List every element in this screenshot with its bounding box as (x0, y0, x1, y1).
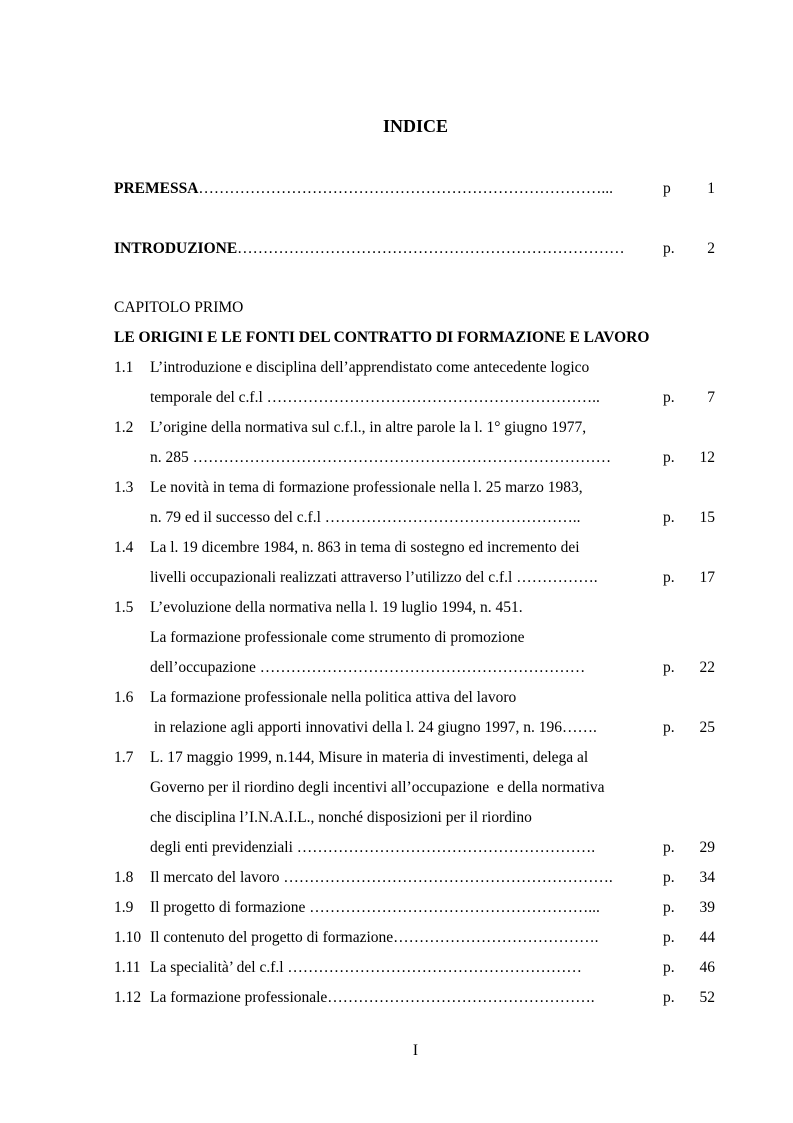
toc-entry-page: 39 (699, 899, 715, 916)
toc-entry-line: La l. 19 dicembre 1984, n. 863 in tema di sostegno ed incremento dei (150, 539, 580, 556)
toc-entry-line: Governo per il riordino degli incentivi all’occupazione e della normativa (150, 779, 605, 796)
toc-entry-number: 1.8 (114, 869, 134, 886)
toc-entry-line[interactable]: La formazione professionale……………………………………………. (150, 989, 595, 1006)
toc-entry-number: 1.4 (114, 539, 134, 556)
toc-entry-number: 1.11 (114, 959, 141, 976)
toc-entry-line[interactable]: dell’occupazione ……………………………………………………… (150, 659, 586, 676)
toc-entry-line[interactable]: degli enti previdenziali …………………………………………………. (150, 839, 596, 856)
toc-entry-p: p. (663, 659, 675, 676)
toc-entry-number: 1.9 (114, 899, 134, 916)
toc-entry-page: 34 (699, 869, 715, 886)
toc-dots: ……………………………………………………………………... (198, 180, 614, 197)
toc-entry-number: 1.3 (114, 479, 134, 496)
toc-entry-line: L’introduzione e disciplina dell’apprendistato come antecedente logico (150, 359, 590, 376)
toc-entry-number: 1.10 (114, 929, 142, 946)
toc-entry-line[interactable]: temporale del c.f.l ……………………………………………………….. (150, 389, 600, 406)
toc-p-introduzione: p. (663, 240, 675, 257)
toc-entry-p: p. (663, 959, 675, 976)
toc-entry-line: L. 17 maggio 1999, n.144, Misure in materia di investimenti, delega al (150, 749, 589, 766)
toc-entry-line: La formazione professionale nella politica attiva del lavoro (150, 689, 517, 706)
toc-entry-premessa[interactable] (114, 180, 613, 198)
toc-entry-number: 1.7 (114, 749, 134, 766)
toc-entry-p: p. (663, 569, 675, 586)
toc-p-premessa: p (663, 180, 671, 197)
toc-entry-p: p. (663, 449, 675, 466)
toc-entry-page: 44 (699, 929, 715, 946)
toc-page-introduzione: 2 (707, 240, 715, 257)
toc-entry-line: La formazione professionale come strumento di promozione (150, 629, 525, 646)
toc-entry-line[interactable]: Il contenuto del progetto di formazione…………………………………. (150, 929, 599, 946)
toc-label: INTRODUZIONE (114, 240, 238, 257)
toc-entry-number: 1.6 (114, 689, 134, 706)
toc-entry-line[interactable]: Il mercato del lavoro ………………………………………………………. (150, 869, 613, 886)
toc-entry-line[interactable]: n. 285 ……………………………………………………………………… (150, 449, 612, 466)
toc-entry-page: 17 (699, 569, 715, 586)
toc-entry-p: p. (663, 929, 675, 946)
toc-label: PREMESSA (114, 180, 199, 197)
toc-entry-p: p. (663, 899, 675, 916)
toc-entry-line: L’evoluzione della normativa nella l. 19 luglio 1994, n. 451. (150, 599, 523, 616)
toc-entry-line[interactable]: livelli occupazionali realizzati attraverso l’utilizzo del c.f.l ……………. (150, 569, 598, 586)
toc-page-premessa: 1 (707, 180, 715, 197)
toc-entry-line[interactable]: in relazione agli apporti innovativi della l. 24 giugno 1997, n. 196……. (150, 719, 597, 736)
toc-entry-p: p. (663, 989, 675, 1006)
toc-entry-p: p. (663, 719, 675, 736)
toc-entry-number: 1.1 (114, 359, 134, 376)
toc-entry-page: 52 (699, 989, 715, 1006)
chapter-subheading: LE ORIGINI E LE FONTI DEL CONTRATTO DI FORMAZIONE E LAVORO (114, 329, 650, 346)
toc-entry-page: 29 (699, 839, 715, 856)
toc-entry-page: 12 (699, 449, 715, 466)
toc-entry-p: p. (663, 389, 675, 406)
toc-entry-number: 1.12 (114, 989, 142, 1006)
toc-entry-page: 25 (699, 719, 715, 736)
toc-entry-line[interactable]: n. 79 ed il successo del c.f.l ………………………………………….. (150, 509, 581, 526)
toc-entry-line: Le novità in tema di formazione professionale nella l. 25 marzo 1983, (150, 479, 583, 496)
footer-page-number: I (412, 1042, 419, 1059)
toc-entry-line[interactable]: Il progetto di formazione ………………………………………………... (150, 899, 600, 916)
toc-entry-number: 1.2 (114, 419, 134, 436)
chapter-heading: CAPITOLO PRIMO (114, 299, 244, 316)
toc-entry-page: 22 (699, 659, 715, 676)
toc-entry-p: p. (663, 869, 675, 886)
toc-entry-line: L’origine della normativa sul c.f.l., in altre parole la l. 1° giugno 1977, (150, 419, 587, 436)
toc-entry-line: che disciplina l’I.N.A.I.L., nonché disposizioni per il riordino (150, 809, 532, 826)
page-title: INDICE (382, 116, 448, 136)
toc-entry-line[interactable]: La specialità’ del c.f.l ………………………………………………… (150, 959, 582, 976)
toc-entry-p: p. (663, 509, 675, 526)
toc-entry-p: p. (663, 839, 675, 856)
toc-dots: ………………………………………………………………… (237, 240, 625, 257)
toc-entry-number: 1.5 (114, 599, 134, 616)
toc-entry-introduzione[interactable] (114, 240, 625, 258)
toc-entry-page: 15 (699, 509, 715, 526)
toc-entry-page: 7 (707, 389, 715, 406)
toc-entry-page: 46 (699, 959, 715, 976)
